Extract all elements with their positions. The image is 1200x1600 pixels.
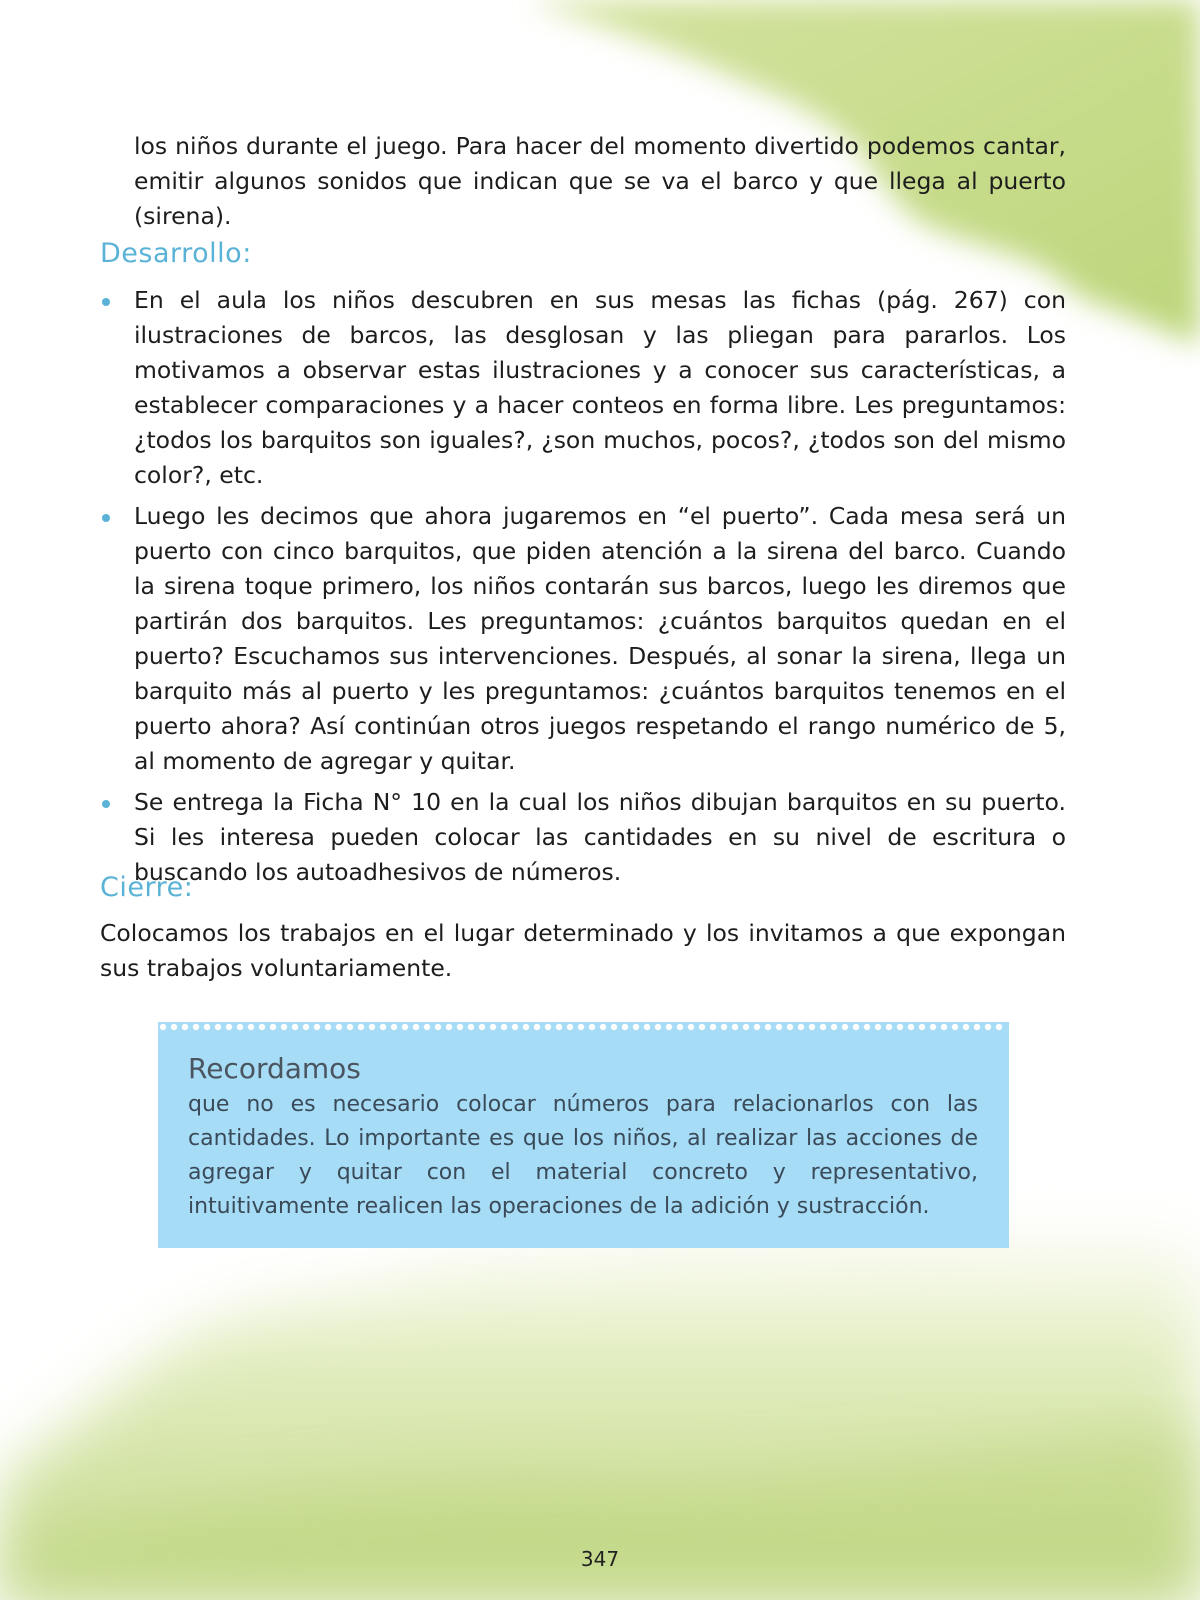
perforation-dot: [490, 1024, 496, 1030]
perforation-dot: [611, 1024, 617, 1030]
bullet-icon: [102, 800, 110, 808]
perforation-dot: [435, 1024, 441, 1030]
perforation-dot: [226, 1024, 232, 1030]
perforation-dot: [204, 1024, 210, 1030]
perforation-dot: [589, 1024, 595, 1030]
perforation-dot: [996, 1024, 1002, 1030]
perforation-dot: [369, 1024, 375, 1030]
perforation-dot: [930, 1024, 936, 1030]
perforation-dot: [622, 1024, 628, 1030]
perforation-dot: [787, 1024, 793, 1030]
perforation-dot: [765, 1024, 771, 1030]
desarrollo-list: [134, 283, 1066, 896]
note-text: que no es necesario colocar números para relacionarlos con las cantidades. Lo importante es que los niños, al realizar las acciones de agregar y quitar con el material concreto y representativo, intuitivamente realicen las operaciones de la adición y sustracción.: [188, 1092, 978, 1219]
cierre-heading: Cierre:: [100, 872, 194, 903]
perforation-dot: [281, 1024, 287, 1030]
perforation-dot: [182, 1024, 188, 1030]
perforation-dot: [259, 1024, 265, 1030]
list-item-text: En el aula los niños descubren en sus mesas las fichas (pág. 267) con ilustraciones de barcos, las desglosan y las pliegan para pararlos. Los motivamos a observar estas ilustraciones y a conocer sus características, a establecer comparaciones y a hacer conteos en forma libre. Les preguntamos: ¿todos los barquitos son iguales?, ¿son muchos, pocos?, ¿todos son del mismo color?, etc.: [134, 286, 1066, 489]
perforation-dot: [677, 1024, 683, 1030]
perforation-dot: [633, 1024, 639, 1030]
perforation-dot: [897, 1024, 903, 1030]
perforation-dot: [556, 1024, 562, 1030]
perforation-dot: [171, 1024, 177, 1030]
perforation-dot: [468, 1024, 474, 1030]
bullet-icon: [102, 514, 110, 522]
perforation-dot: [721, 1024, 727, 1030]
perforation-dot: [446, 1024, 452, 1030]
list-item: [134, 283, 1066, 493]
perforation-dot: [303, 1024, 309, 1030]
cierre-paragraph: Colocamos los trabajos en el lugar determinado y los invitamos a que expongan sus trabajos voluntariamente.: [100, 919, 1066, 982]
perforation-dot: [600, 1024, 606, 1030]
perforation-dot: [292, 1024, 298, 1030]
perforation-dot: [479, 1024, 485, 1030]
perforation-dot: [864, 1024, 870, 1030]
perforation-dot: [347, 1024, 353, 1030]
list-item-text: Luego les decimos que ahora jugaremos en “el puerto”. Cada mesa será un puerto con cinco barquitos, que piden atención a la sirena del barco. Cuando la sirena toque primero, los niños contarán sus barcos, luego les diremos que partirán dos barquitos. Les preguntamos: ¿cuántos barquitos quedan en el puerto? Escuchamos sus intervenciones. Después, al sonar la sirena, llega un barquito más al puerto y les preguntamos: ¿cuántos barquitos tenemos en el puerto ahora? Así continúan otros juegos respetando el rango numérico de 5, al momento de agregar y quitar.: [134, 502, 1066, 775]
perforation-dot: [358, 1024, 364, 1030]
perforation-dot: [776, 1024, 782, 1030]
perforation-dot: [798, 1024, 804, 1030]
perforation-dot: [875, 1024, 881, 1030]
list-item: [134, 785, 1066, 890]
perforation-dot: [325, 1024, 331, 1030]
perforation-dot: [402, 1024, 408, 1030]
perforation-dot: [501, 1024, 507, 1030]
perforation-dot: [919, 1024, 925, 1030]
bullet-icon: [102, 298, 110, 306]
perforation-dot: [809, 1024, 815, 1030]
perforation-dot: [336, 1024, 342, 1030]
recordamos-note: [158, 1022, 1009, 1248]
perforation-dot: [853, 1024, 859, 1030]
perforated-edge-icon: [158, 1022, 1009, 1036]
perforation-dot: [534, 1024, 540, 1030]
perforation-dot: [512, 1024, 518, 1030]
perforation-dot: [380, 1024, 386, 1030]
perforation-dot: [270, 1024, 276, 1030]
perforation-dot: [215, 1024, 221, 1030]
perforation-dot: [688, 1024, 694, 1030]
perforation-dot: [666, 1024, 672, 1030]
note-title: Recordamos: [188, 1052, 361, 1085]
perforation-dot: [655, 1024, 661, 1030]
perforation-dot: [754, 1024, 760, 1030]
perforation-dot: [699, 1024, 705, 1030]
perforation-dot: [886, 1024, 892, 1030]
perforation-dot: [743, 1024, 749, 1030]
perforation-dot: [908, 1024, 914, 1030]
perforation-dot: [820, 1024, 826, 1030]
perforation-dot: [424, 1024, 430, 1030]
perforation-dot: [963, 1024, 969, 1030]
perforation-dot: [457, 1024, 463, 1030]
perforation-dot: [974, 1024, 980, 1030]
perforation-dot: [413, 1024, 419, 1030]
perforation-dot: [314, 1024, 320, 1030]
perforation-dot: [941, 1024, 947, 1030]
list-item-text: Se entrega la Ficha N° 10 en la cual los niños dibujan barquitos en su puerto. Si les interesa pueden colocar las cantidades en su nivel de escritura o buscando los autoadhesivos de números.: [134, 788, 1066, 886]
perforation-dot: [644, 1024, 650, 1030]
perforation-dot: [985, 1024, 991, 1030]
perforation-dot: [567, 1024, 573, 1030]
list-item: [134, 499, 1066, 779]
perforation-dot: [193, 1024, 199, 1030]
perforation-dot: [831, 1024, 837, 1030]
perforation-dot: [732, 1024, 738, 1030]
perforation-dot: [578, 1024, 584, 1030]
perforation-dot: [523, 1024, 529, 1030]
perforation-dot: [237, 1024, 243, 1030]
perforation-dot: [952, 1024, 958, 1030]
perforation-dot: [842, 1024, 848, 1030]
perforation-dot: [545, 1024, 551, 1030]
perforation-dot: [391, 1024, 397, 1030]
perforation-dot: [160, 1024, 166, 1030]
perforation-dot: [248, 1024, 254, 1030]
intro-paragraph: los niños durante el juego. Para hacer del momento divertido podemos cantar, emitir algunos sonidos que indican que se va el barco y que llega al puerto (sirena).: [134, 132, 1066, 230]
page-number: 347: [580, 1547, 620, 1571]
perforation-dot: [710, 1024, 716, 1030]
desarrollo-heading: Desarrollo:: [100, 238, 252, 269]
